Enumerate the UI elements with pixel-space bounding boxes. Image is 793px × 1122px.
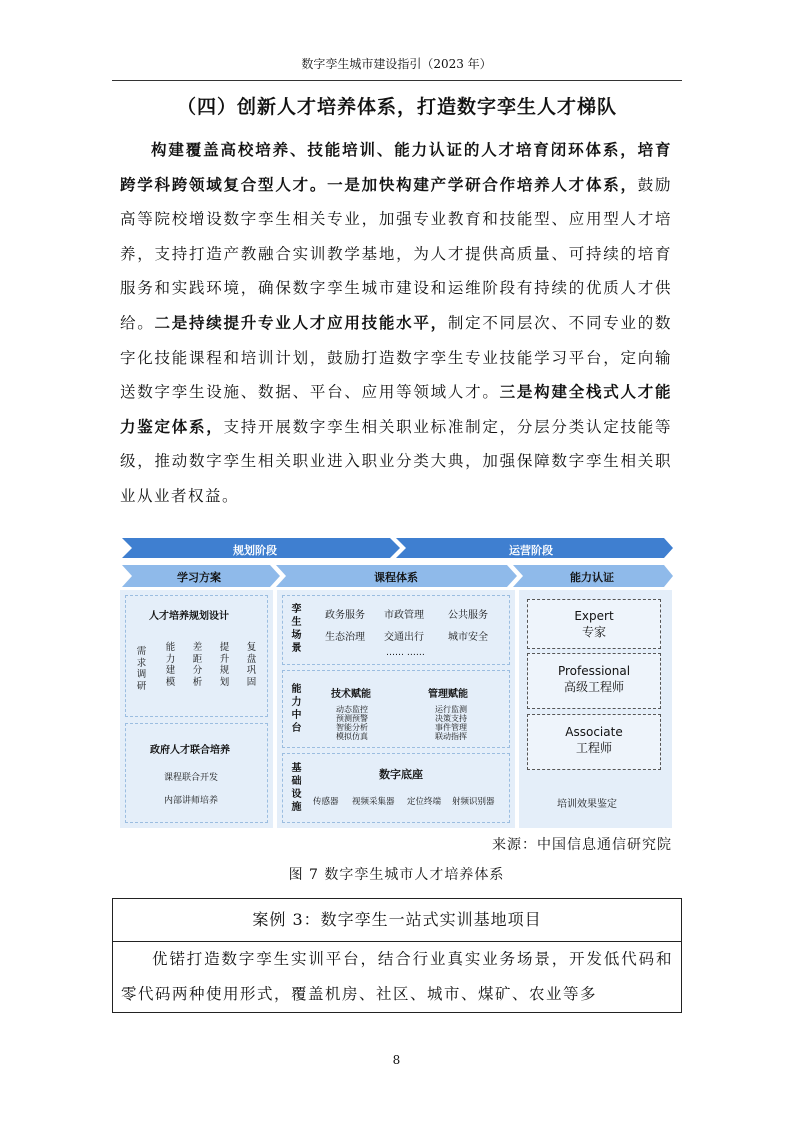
point-three-bold: 三是构建全栈式人才能力鉴定体系， bbox=[120, 382, 672, 436]
body-paragraph bbox=[120, 133, 672, 514]
learning-panel bbox=[120, 590, 273, 828]
scene-ellipsis: …… …… bbox=[386, 648, 425, 658]
scene-item: 生态治理 bbox=[325, 632, 365, 643]
paragraph-text-2: 制定不同层次、不同专业的数字化技能课程和培训计划，鼓励打造数字孪生专业技能学习平台，定向输送数字孪生设施、数据、平台、应用等领域人才。 bbox=[120, 313, 672, 402]
tech-item: 动态监控 bbox=[336, 705, 368, 714]
mgmt-item: 联动指挥 bbox=[435, 732, 467, 741]
intro-bold: 构建覆盖高校培养、技能培训、能力认证的人才培育闭环体系，培育跨学科跨领域复合型人才。一是加快构建产学研合作培养人才体系， bbox=[120, 140, 672, 194]
learning-column-label: 学习方案 bbox=[177, 571, 221, 584]
infra-item: 视频采集器 bbox=[352, 797, 395, 807]
running-header: 数字孪生城市建设指引（2023 年） bbox=[301, 57, 492, 71]
infrastructure-box bbox=[282, 753, 510, 823]
certification-panel bbox=[519, 590, 672, 828]
case-box bbox=[112, 898, 682, 1013]
gov-joint-training-box bbox=[125, 723, 268, 823]
talent-system-diagram bbox=[120, 536, 674, 828]
tech-item: 模拟仿真 bbox=[336, 732, 368, 741]
section-heading: （四）创新人才培养体系，打造数字孪生人才梯队 bbox=[176, 96, 617, 118]
case-body: 优锘打造数字孪生实训平台，结合行业真实业务场景，开发低代码和零代码两种使用形式，覆盖机房、社区、城市、煤矿、农业等多 bbox=[121, 950, 673, 1003]
mgmt-item: 事件管理 bbox=[435, 723, 467, 732]
step-capability-modeling: 能力建模 bbox=[165, 642, 176, 688]
twin-scenes-label: 孪生场景 bbox=[291, 604, 302, 654]
mgmt-empower-title: 管理赋能 bbox=[428, 689, 468, 700]
cert-level-cn: 专家 bbox=[581, 625, 606, 639]
tech-item: 智能分析 bbox=[336, 723, 368, 732]
curriculum-panel bbox=[277, 590, 515, 828]
curriculum-column-label: 课程体系 bbox=[374, 571, 418, 584]
tech-empower-title: 技术赋能 bbox=[331, 689, 371, 700]
infra-item: 定位终端 bbox=[407, 797, 442, 807]
cert-level-associate bbox=[527, 714, 661, 770]
step-improvement-plan: 提升规划 bbox=[219, 642, 230, 688]
planning-phase-label: 规划阶段 bbox=[233, 544, 277, 557]
gov-training-title: 政府人才联合培养 bbox=[150, 745, 230, 756]
paragraph-text-1: 鼓励高等院校增设数字孪生相关专业，加强专业教育和技能型、应用型人才培养，支持打造产教融合实训教学基地，为人才提供高质量、可持续的培育服务和实践环境，确保数字孪生城市建设和运维阶段有持续的优质人才供给。 bbox=[120, 175, 672, 332]
point-two-bold: 二是持续提升专业人才应用技能水平， bbox=[154, 312, 448, 332]
twin-scenes-box bbox=[282, 595, 510, 665]
infrastructure-label: 基础设施 bbox=[291, 763, 302, 813]
mgmt-item: 运行监测 bbox=[435, 705, 467, 714]
figure-caption: 图 7 数字孪生城市人才培养体系 bbox=[288, 867, 505, 883]
scene-item: 公共服务 bbox=[448, 610, 488, 621]
ability-platform-label: 能力中台 bbox=[291, 684, 302, 734]
infra-item: 传感器 bbox=[313, 797, 339, 807]
ability-platform-box bbox=[282, 670, 510, 748]
step-review-consolidate: 复盘巩固 bbox=[246, 642, 257, 688]
planning-design-title: 人才培养规划设计 bbox=[149, 611, 229, 622]
mgmt-item: 决策支持 bbox=[435, 714, 467, 723]
scene-item: 交通出行 bbox=[384, 632, 424, 643]
case-title: 案例 3：数字孪生一站式实训基地项目 bbox=[113, 899, 681, 942]
cert-level-professional bbox=[527, 653, 661, 709]
page-number: 8 bbox=[392, 1053, 401, 1067]
step-gap-analysis: 差距分析 bbox=[192, 642, 203, 688]
cert-level-en: Professional bbox=[557, 664, 631, 678]
cert-level-cn: 高级工程师 bbox=[563, 680, 624, 694]
tech-item: 预测预警 bbox=[336, 714, 368, 723]
operation-phase-label: 运营阶段 bbox=[509, 544, 553, 557]
planning-design-box bbox=[125, 595, 268, 717]
cert-level-en: Associate bbox=[565, 725, 623, 739]
paragraph-text-3: 支持开展数字孪生相关职业标准制定，分层分类认定技能等级，推动数字孪生相关职业进入职业分类大典，加强保障数字孪生相关职业从业者权益。 bbox=[120, 417, 672, 505]
header-rule bbox=[112, 80, 682, 81]
step-demand-research: 需求调研 bbox=[136, 646, 147, 692]
cert-level-en: Expert bbox=[574, 609, 614, 623]
digital-base-title: 数字底座 bbox=[379, 768, 423, 781]
training-evaluation-label: 培训效果鉴定 bbox=[557, 799, 617, 810]
scene-item: 城市安全 bbox=[448, 632, 488, 643]
cert-level-cn: 工程师 bbox=[575, 741, 612, 755]
scene-item: 政务服务 bbox=[325, 610, 365, 621]
gov-training-item: 内部讲师培养 bbox=[164, 796, 219, 806]
figure-source: 来源：中国信息通信研究院 bbox=[492, 837, 672, 853]
cert-level-expert bbox=[527, 599, 661, 649]
gov-training-item: 课程联合开发 bbox=[164, 773, 219, 783]
scene-item: 市政管理 bbox=[384, 610, 424, 621]
infra-item: 射频识别器 bbox=[452, 797, 495, 807]
certification-column-label: 能力认证 bbox=[570, 571, 614, 584]
